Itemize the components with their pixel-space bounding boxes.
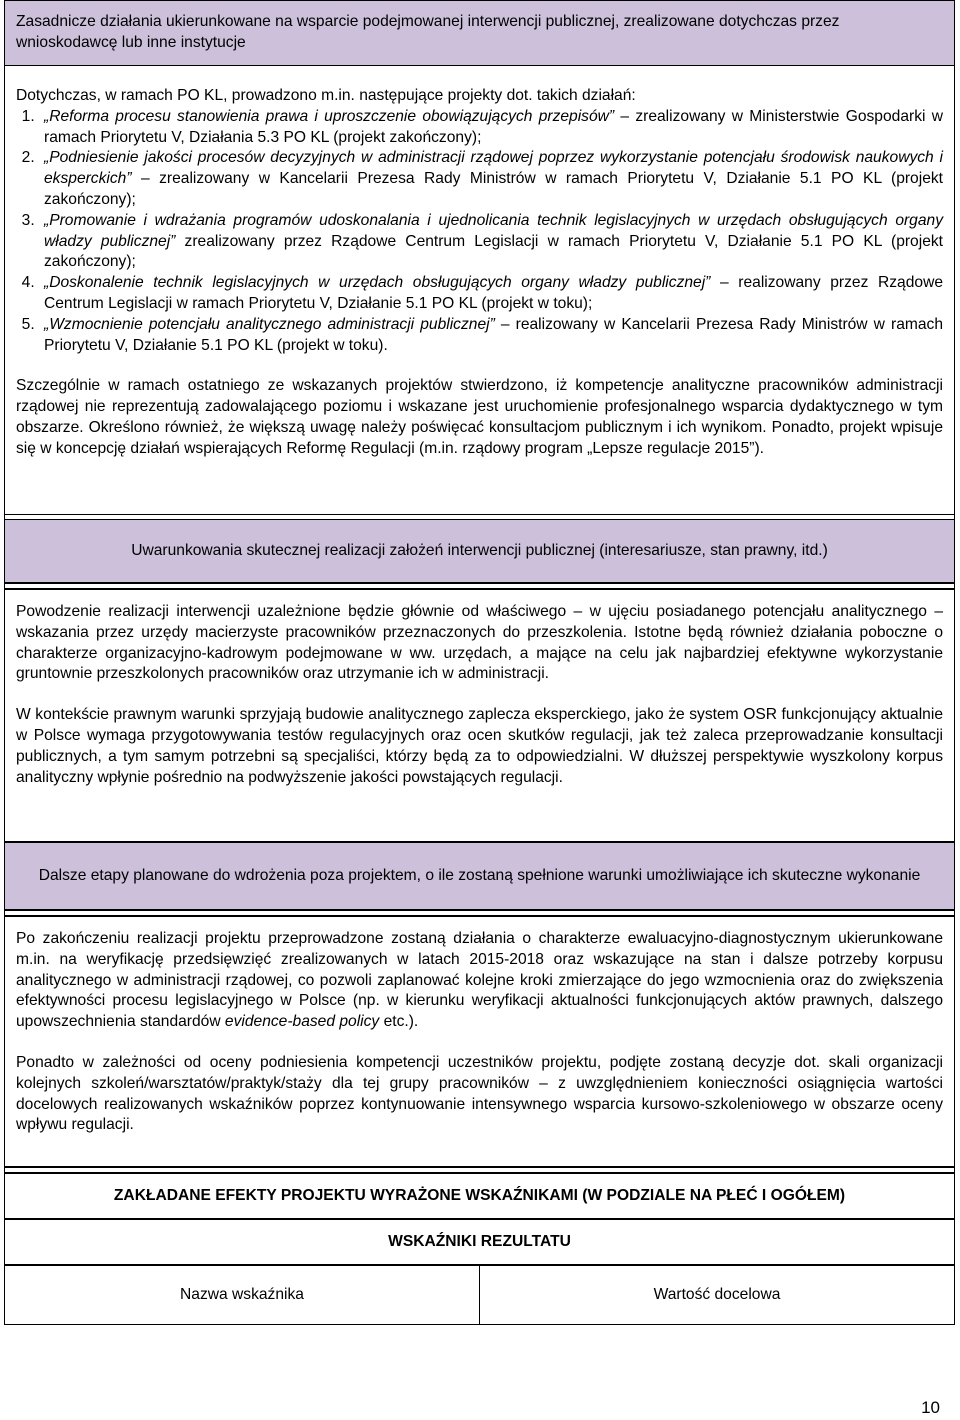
column-header-target-value (479, 1266, 954, 1324)
section-header-text: Uwarunkowania skutecznej realizacji założeń interwencji publicznej (interesariusze, stan prawny, itd.) (131, 541, 828, 559)
paragraph-text: Po zakończeniu realizacji projektu przeprowadzone zostaną działania o charakterze ewaluacyjno-diagnostycznym ukierunkowane m.in. na weryfikację przedsięwzięć zrealizowanych w latach 2015-2018 oraz wskazujące na stan i dalsze potrzeby korpusu analitycznego w administracji rządowej, co pozwoli zaplanować kolejne kroki zmierzające do jego wzmocnienia oraz do zwiększenia efektywności procesu legislacyjnego w Polsce (np. w kierunku weryfikacji aktualności funkcjonujących aktów prawnych, dalszego upowszechnienia standardów (16, 930, 943, 1031)
project-title: „Promowanie i wdrażania programów udoskonalania i ujednolicania technik legislacyjnych w urzędach obsługujących organy władzy publicznej” (44, 211, 943, 250)
indicators-table-header (4, 1265, 955, 1325)
column-label: Wartość docelowa (653, 1285, 781, 1303)
page-number: 10 (921, 1398, 940, 1417)
summary-paragraph: Szczególnie w ramach ostatniego ze wskazanych projektów stwierdzono, iż kompetencje analityczne pracowników administracji rządowej nie reprezentują zadowalającego poziomu i wskazane jest uruchomienie profesjonalnego wsparcia dydaktycznego w tym obszarze. Określono również, że większą uwagę należy poświęcać konsultacjom publicznym i ich wynikom. Ponadto, projekt wpisuje się w koncepcję działań wspierających Reformę Regulacji (m.in. rządowy program „Lepsze regulacje 2015”). (16, 377, 943, 457)
project-details: zrealizowany przez Rządowe Centrum Legislacji w ramach Priorytetu V, Działanie 5.1 PO KL (projekt zakończony); (44, 232, 943, 271)
paragraph (16, 929, 943, 1033)
paragraph-italic-term: evidence-based policy (224, 1013, 380, 1031)
list-item (39, 315, 943, 357)
paragraph: Ponadto w zależności od oceny podniesienia kompetencji uczestników projektu, podjęte zostaną decyzje dot. skali organizacji kolejnych szkoleń/warsztatów/praktyk/staży dla tej grupy pracowników – z uwzględnieniem konieczności osiągnięcia wartości docelowych realizowanych wskaźników poprzez kontynuowanie intensywnego wsparcia kursowo-szkoleniowego w obszarze oceny wpływu regulacji. (16, 1053, 943, 1134)
project-details: – zrealizowany w Ministerstwie Gospodarki w ramach Priorytetu V, Działania 5.3 PO KL (projekt zakończony); (44, 107, 943, 146)
projects-list (0, 107, 943, 357)
section-header-conditions (4, 520, 955, 583)
section-header-next-steps (4, 842, 955, 910)
paragraph: Powodzenie realizacji interwencji uzależnione będzie głównie od właściwego – w ujęciu posiadanego potencjału analitycznego – wskazania przez urzędy macierzyste pracowników przeznaczonych do przeszkolenia. Istotne będą również działania poboczne o charakterze organizacyjno-kadrowym podejmowane w ww. urzędach, a mające na celu jak najbardziej efektywne wykorzystanie gruntownie przeszkolonych pracowników oraz utrzymanie ich w administracji. (16, 603, 943, 683)
section-header-effects (4, 1173, 955, 1219)
paragraph: W kontekście prawnym warunki sprzyjają budowie analitycznego zaplecza eksperckiego, jako że system OSR funkcjonujący aktualnie w Polsce wymaga przygotowywania testów regulacyjnych oraz ocen skutków regulacji, jak też zaleca przeprowadzanie konsultacji publicznych, a tym samym potrzebni są specjaliści, którzy będą za to odpowiedzialni. W dłuższej perspektywie wyszkolony korpus analityczny wpłynie pośrednio na podwyższenie jakości powstających regulacji. (16, 706, 943, 786)
document-page (4, 0, 955, 1325)
section-header-text: Zasadnicze działania ukierunkowane na wsparcie podejmowanej interwencji publicznej, zrealizowane dotychczas przez wnioskodawcę lub inne instytucje (16, 13, 840, 51)
section-prior-actions (4, 66, 955, 515)
list-item (39, 211, 943, 273)
intro-text: Dotychczas, w ramach PO KL, prowadzono m.in. następujące projekty dot. takich działań: (16, 87, 636, 104)
list-item (39, 273, 943, 315)
project-details: – realizowany przez Rządowe Centrum Legislacji w ramach Priorytetu V, Działanie 5.1 PO KL (projekt w toku); (44, 274, 944, 312)
project-details: – zrealizowany w Kancelarii Prezesa Rady Ministrów w ramach Priorytetu V, Działanie 5.1 PO KL (projekt zakończony); (44, 170, 943, 208)
project-title: „Podniesienie jakości procesów decyzyjnych w administracji rządowej poprzez wykorzystanie potencjału środowisk naukowych i eksperckich” (44, 149, 943, 188)
section-header-text: Dalsze etapy planowane do wdrożenia poza projektem, o ile zostaną spełnione warunki umożliwiające ich skuteczne wykonanie (38, 866, 921, 884)
column-header-indicator-name (5, 1266, 479, 1324)
list-item (39, 148, 943, 210)
subheader-text: WSKAŹNIKI REZULTATU (388, 1232, 571, 1250)
section-next-steps (4, 916, 955, 1167)
project-title: „Reforma procesu stanowienia prawa i uproszczenie obowiązujących przepisów” (44, 107, 615, 125)
subheader-result-indicators (4, 1219, 955, 1265)
project-title: „Wzmocnienie potencjału analitycznego administracji publicznej” (44, 315, 495, 333)
project-title: „Doskonalenie technik legislacyjnych w urzędach obsługujących organy władzy publicznej” (44, 274, 711, 292)
list-item (39, 107, 943, 149)
section-conditions (4, 589, 955, 842)
section-header-prior-actions (4, 0, 955, 66)
project-details: – realizowany w Kancelarii Prezesa Rady Ministrów w ramach Priorytetu V, Działanie 5.1 PO KL (projekt w toku). (44, 315, 943, 354)
paragraph-text: etc.). (379, 1013, 419, 1031)
column-label: Nazwa wskaźnika (180, 1285, 304, 1303)
section-header-text: ZAKŁADANE EFEKTY PROJEKTU WYRAŻONE WSKAŹNIKAMI (W PODZIALE NA PŁEĆ I OGÓŁEM) (113, 1186, 846, 1204)
